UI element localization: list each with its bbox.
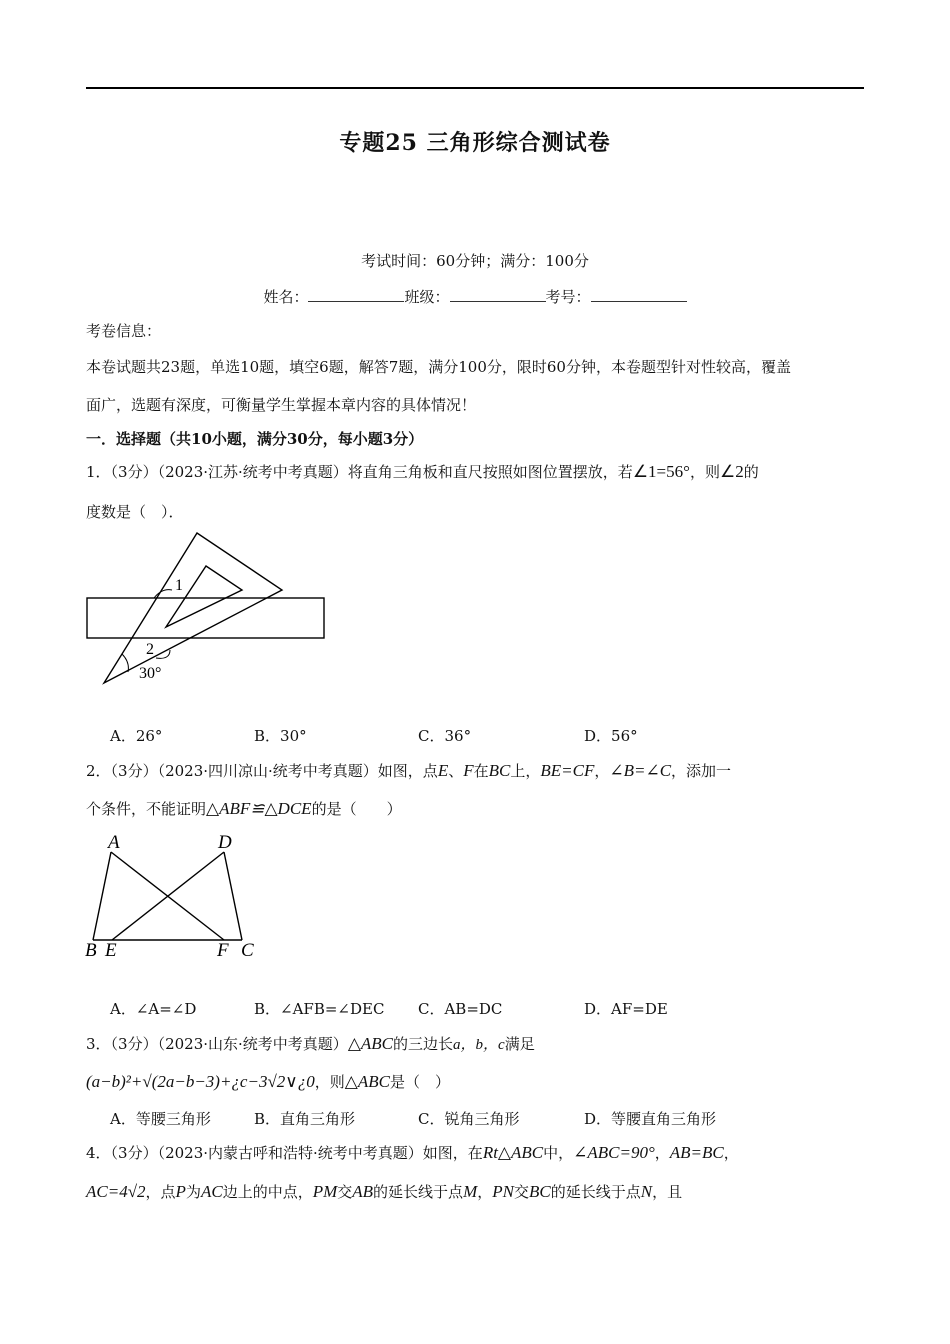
label-f: F	[217, 940, 229, 961]
name-blank	[308, 287, 404, 302]
q4-t6: ，	[477, 1183, 493, 1201]
q1-suffix: 的	[743, 463, 759, 481]
triangle-outer	[104, 533, 282, 683]
q3-prefix: 3．（3分）（2023·山东·统考中考真题）	[86, 1035, 348, 1053]
q3-mid: 的三边长	[393, 1035, 454, 1053]
q4-line-1	[86, 1142, 739, 1163]
header-rule	[86, 87, 864, 89]
q4-t8: 的延长线于点	[550, 1183, 641, 1201]
q2-prefix: 2．（3分）（2023·四川凉山·统考中考真题）如图，点	[86, 762, 438, 780]
label-e: E	[105, 940, 117, 961]
q3-then: ，则	[314, 1073, 345, 1091]
q4-t4: 交	[337, 1183, 353, 1201]
page-title: 专题25 三角形综合测试卷	[339, 130, 611, 156]
q3-option-c[interactable]: C．锐角三角形	[418, 1110, 520, 1128]
q2-cond2: ∠B=∠C	[609, 761, 672, 780]
q2-option-d[interactable]: D．AF=DE	[584, 1000, 668, 1018]
triangle-inner	[166, 566, 242, 627]
q1-option-a[interactable]: A．26°	[110, 727, 163, 745]
q4-point-m: M	[463, 1182, 478, 1201]
q4-prefix: 4．（3分）（2023·内蒙古呼和浩特·统考中考真题）如图，在	[86, 1144, 483, 1162]
q1-option-d[interactable]: D．56°	[584, 727, 638, 745]
q2-figure	[84, 828, 274, 966]
q3-option-d[interactable]: D．等腰直角三角形	[584, 1110, 717, 1128]
q1-prefix: 1．（3分）（2023·江苏·统考中考真题）将直角三角板和直尺按照如图位置摆放，若	[86, 463, 633, 481]
q2-line2-a: 个条件，不能证明	[86, 800, 207, 818]
class-blank	[450, 287, 546, 302]
description-line-1: 本卷试题共23题，单选10题，填空6题，解答7题，满分100分，限时60分钟，本卷题型针对性较高，覆盖	[86, 358, 791, 376]
q4-t1: ，点	[145, 1183, 176, 1201]
q4-mid: 中，	[543, 1144, 574, 1162]
q3-is: 是（ ）	[389, 1073, 450, 1091]
q4-cond1: ∠ABC=90°	[573, 1143, 655, 1162]
q4-point-n: N	[640, 1182, 653, 1201]
q4-t2: 为	[185, 1183, 201, 1201]
label-c: C	[241, 940, 254, 961]
q3-line-2	[86, 1071, 450, 1092]
id-label: 考号：	[545, 288, 591, 306]
q4-t5: 的延长线于点	[373, 1183, 464, 1201]
id-blank	[591, 287, 687, 302]
q1-figure	[84, 530, 334, 690]
q2-cond1: BE=CF	[540, 761, 595, 780]
q4-cond2: AB=BC	[669, 1143, 724, 1162]
q1-line-1	[86, 461, 759, 482]
q2-point-f: F	[463, 761, 474, 780]
q4-seg-ab: AB	[352, 1182, 374, 1201]
q4-ac-value: AC=4√2	[86, 1182, 146, 1201]
q1-angle1: ∠1=56°	[632, 462, 690, 481]
q4-t3: 边上的中点，	[222, 1183, 313, 1201]
q3-option-b[interactable]: B．直角三角形	[254, 1110, 356, 1128]
name-label: 姓名：	[263, 288, 309, 306]
q2-segment-bc: BC	[488, 761, 511, 780]
q4-t7: 交	[513, 1183, 529, 1201]
label-d: D	[218, 832, 232, 853]
q2-sep: 、	[448, 762, 464, 780]
q2-congruence: △ABF≌△DCE	[206, 799, 312, 818]
q2-point-e: E	[437, 761, 449, 780]
q4-end: ，	[723, 1144, 739, 1162]
q1-line-2: 度数是（ ）．	[86, 503, 184, 521]
q4-seg-bc: BC	[529, 1182, 551, 1201]
angle-30-arc	[122, 654, 128, 672]
label-a: A	[108, 832, 120, 853]
q4-triangle: Rt△ABC	[482, 1143, 544, 1162]
q2-option-c[interactable]: C．AB=DC	[418, 1000, 503, 1018]
ruler	[87, 598, 324, 638]
q1-mid: ，则	[689, 463, 720, 481]
q2-on: 在	[473, 762, 489, 780]
q1-option-b[interactable]: B．30°	[254, 727, 307, 745]
angle-30-label: 30°	[139, 665, 162, 682]
q2-option-b[interactable]: B．∠AFB=∠DEC	[254, 1000, 385, 1018]
q3-line-1	[86, 1033, 535, 1054]
q3-triangle-2: △ABC	[344, 1072, 390, 1091]
q2-suffix: ，添加一	[671, 762, 732, 780]
student-info-line	[0, 286, 950, 307]
q2-line-1	[86, 760, 731, 781]
segment-cd	[224, 852, 242, 940]
label-b: B	[85, 940, 97, 961]
angle-2-label: 2	[146, 641, 154, 658]
q4-seg-pn: PN	[492, 1182, 514, 1201]
segment-ba	[93, 852, 111, 940]
q3-triangle: △ABC	[347, 1034, 393, 1053]
q3-option-a[interactable]: A．等腰三角形	[110, 1110, 211, 1128]
q3-vars: a，b，c	[453, 1037, 505, 1053]
exam-time-line: 考试时间：60分钟；满分：100分	[361, 252, 589, 270]
q2-option-a[interactable]: A．∠A=∠D	[110, 1000, 197, 1018]
q1-angle2: ∠2	[719, 462, 744, 481]
q3-equation: (a−b)²+√(2a−b−3)+¿c−3√2∨¿0	[86, 1072, 315, 1091]
q2-comma: ，	[594, 762, 610, 780]
q3-suffix: 满足	[504, 1035, 535, 1053]
q4-comma: ，	[654, 1144, 670, 1162]
q4-point-p: P	[175, 1182, 186, 1201]
angle-1-label: 1	[175, 577, 183, 594]
q4-line-2	[86, 1181, 682, 1202]
q4-t9: ，且	[652, 1183, 683, 1201]
q1-option-c[interactable]: C．36°	[418, 727, 472, 745]
q2-line2-b: 的是（ ）	[311, 800, 402, 818]
q4-seg-ac: AC	[200, 1182, 223, 1201]
description-line-2: 面广，选题有深度，可衡量学生掌握本章内容的具体情况！	[86, 396, 477, 414]
section-heading: 一．选择题（共10小题，满分30分，每小题3分）	[86, 430, 424, 448]
info-heading: 考卷信息：	[86, 322, 162, 340]
class-label: 班级：	[404, 288, 450, 306]
q4-seg-pm: PM	[312, 1182, 338, 1201]
q2-above: 上，	[510, 762, 541, 780]
q2-line-2	[86, 798, 402, 819]
